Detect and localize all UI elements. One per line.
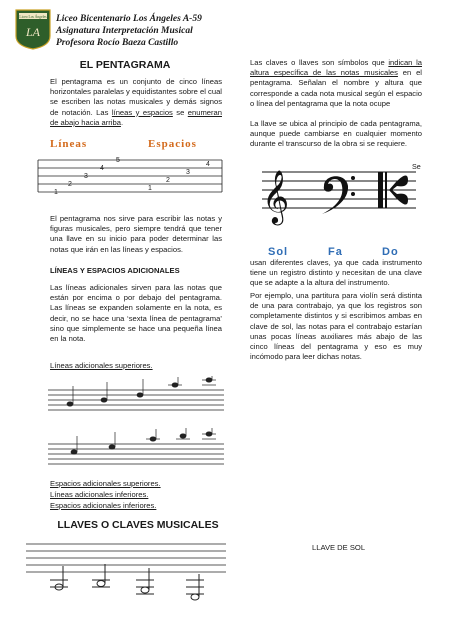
- clef-label-do: Do: [382, 246, 399, 258]
- p1-text-b: se: [172, 107, 188, 117]
- label-lineas: Líneas: [50, 138, 88, 150]
- school-logo: [14, 8, 52, 50]
- logo-monogram: LA: [25, 25, 41, 39]
- space-number-3: 3: [186, 169, 190, 176]
- adicionales-text: Las líneas adicionales sirven para las notas que están por encima o por debajo del pentagrama. Las líneas se expanden solamente en la nota, es decir, no se hace una ‘sexta línea de pentagrama’ sino que simplemente se hace una pequeña línea en la nota.: [50, 283, 222, 344]
- r-p1-text-a: Las claves o llaves son símbolos que: [250, 58, 389, 67]
- clefs-staff: [256, 164, 422, 228]
- ledger-staff-bottom: [26, 538, 226, 608]
- list-item-espacios-inf: Espacios adicionales inferiores.: [50, 501, 157, 510]
- header-subject: Asignatura Interpretación Musical: [56, 26, 193, 36]
- p1-underlined-a: líneas y espacios: [111, 107, 173, 117]
- claves-intro: [250, 58, 422, 109]
- p1-underlined-b: enumeran de abajo hacia arriba: [50, 107, 222, 127]
- clef-label-fa: Fa: [328, 246, 343, 258]
- ledger-superior-label: Líneas adicionales superiores.: [50, 361, 153, 370]
- header-school: Liceo Bicentenario Los Ángeles A-59: [56, 14, 202, 24]
- line-number-4: 4: [100, 165, 104, 172]
- list-item-lineas-inf: Líneas adicionales inferiores.: [50, 490, 149, 499]
- space-number-4: 4: [206, 161, 210, 168]
- claves-ejemplo: Por ejemplo, una partitura para violín será distinta de una para contrabajo, ya que los registros son completamente distintos y si escribimos ambas en clave de sol, las notas para el contrabajo estarían unas pocas líneas auxiliares más abajo de las cinco líneas del pentagrama y eso es muy incómodo para leer dichas notas.: [250, 291, 422, 362]
- list-item-espacios-sup: Espacios adicionales superiores.: [50, 479, 161, 488]
- pentagrama-intro: [50, 77, 222, 128]
- ledger-staff-inferior: [48, 428, 224, 472]
- subtitle-adicionales: LÍNEAS Y ESPACIOS ADICIONALES: [50, 266, 180, 275]
- line-number-2: 2: [68, 181, 72, 188]
- llave-ubicacion: La llave se ubica al principio de cada pentagrama, aunque puede cambiarse en cualquier momento durante el transcurso de la obra si se requiere.: [250, 119, 422, 149]
- space-number-1: 1: [148, 185, 152, 192]
- clef-label-sol: Sol: [268, 246, 289, 258]
- logo-text: Liceo Los Ángeles: [19, 15, 47, 19]
- section-title-llaves: LLAVES O CLAVES MUSICALES: [57, 519, 219, 531]
- space-number-2: 2: [166, 177, 170, 184]
- p1-text-a: El pentagrama es un conjunto de cinco líneas horizontales paralelas y equidistantes sobre el cual se escriben las notas musicales y demás signos de notación. Las: [50, 77, 222, 117]
- pentagrama-purpose: El pentagrama nos sirve para escribir las notas y figuras musicales, pero siempre tendrá que tener una llave en su inicio para poder determinar las notas que irán en las líneas y espacios.: [50, 214, 222, 254]
- se-fragment: Se: [412, 162, 421, 171]
- line-number-3: 3: [84, 173, 88, 180]
- p1-text-c: .: [120, 117, 124, 127]
- label-espacios: Espacios: [148, 138, 197, 150]
- section-title-pentagrama: EL PENTAGRAMA: [79, 59, 171, 71]
- r-p1-underlined: indican la altura específica de las notas musicales: [250, 58, 422, 78]
- r-p1-text-b: en el pentagrama. Señalan el nombre y altura que corresponde a cada nota musical según el espacio o línea del pentagrama que la nota ocupe: [250, 68, 422, 108]
- line-number-5: 5: [116, 157, 120, 164]
- treble-clef-icon: 𝄞: [262, 169, 290, 223]
- line-number-1: 1: [54, 189, 58, 196]
- header-teacher: Profesora Rocío Baeza Castillo: [56, 38, 179, 48]
- numbered-staff: [36, 156, 224, 202]
- ledger-staff-superior: [48, 376, 224, 416]
- llave-de-sol-caption: LLAVE DE SOL: [312, 543, 366, 552]
- claves-uso: usan diferentes claves, ya que cada instrumento tiene un registro distinto y necesitan de una clave que se adapte a la altura del instrumento.: [250, 258, 422, 288]
